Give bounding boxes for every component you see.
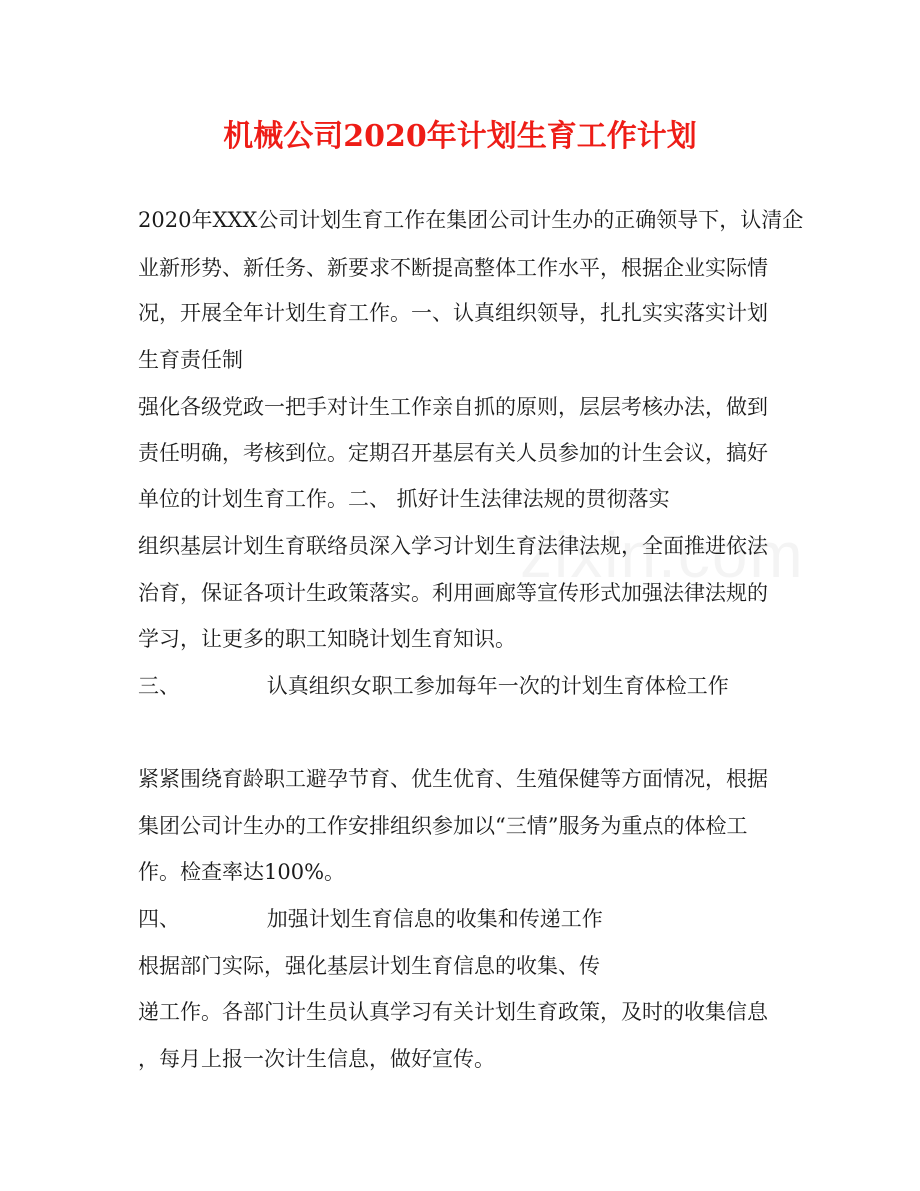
section-heading-4: 四、 加强计划生育信息的收集和传递工作 bbox=[138, 907, 603, 931]
body-line: 递工作。各部门计生员认真学习有关计划生育政策，及时的收集信息 bbox=[138, 1000, 768, 1024]
body-line: 生育责任制 bbox=[138, 348, 243, 372]
body-line: 单位的计划生育工作。二、 抓好计生法律法规的贯彻落实 bbox=[138, 487, 670, 511]
body-line: 况，开展全年计划生育工作。一、认真组织领导，扎扎实实落实计划 bbox=[138, 301, 768, 325]
body-line: 组织基层计划生育联络员深入学习计划生育法律法规，全面推进依法 bbox=[138, 534, 768, 558]
document-title: 机械公司2020年计划生育工作计划 bbox=[223, 119, 697, 154]
body-line: 学习，让更多的职工知晓计划生育知识。 bbox=[138, 627, 516, 651]
body-line: 强化各级党政一把手对计生工作亲自抓的原则，层层考核办法，做到 bbox=[138, 395, 768, 419]
body-line: 治育，保证各项计生政策落实。利用画廊等宣传形式加强法律法规的 bbox=[138, 581, 768, 605]
body-line: 作。检查率达100%。 bbox=[138, 860, 346, 884]
section-heading-3: 三、 认真组织女职工参加每年一次的计划生育体检工作 bbox=[138, 674, 729, 698]
body-line: 根据部门实际，强化基层计划生育信息的收集、传 bbox=[138, 954, 600, 978]
body-line: 紧紧围绕育龄职工避孕节育、优生优育、生殖保健等方面情况，根据 bbox=[138, 767, 768, 791]
body-line: 责任明确，考核到位。定期召开基层有关人员参加的计生会议，搞好 bbox=[138, 441, 768, 465]
body-line: 业新形势、新任务、新要求不断提高整体工作水平，根据企业实际情 bbox=[138, 256, 768, 280]
body-line: 2020年XXX公司计划生育工作在集团公司计生办的正确领导下，认清企 bbox=[138, 208, 804, 232]
body-line: 集团公司计生办的工作安排组织参加以“三情”服务为重点的体检工 bbox=[138, 814, 748, 838]
body-line: ，每月上报一次计生信息，做好宣传。 bbox=[138, 1047, 495, 1071]
